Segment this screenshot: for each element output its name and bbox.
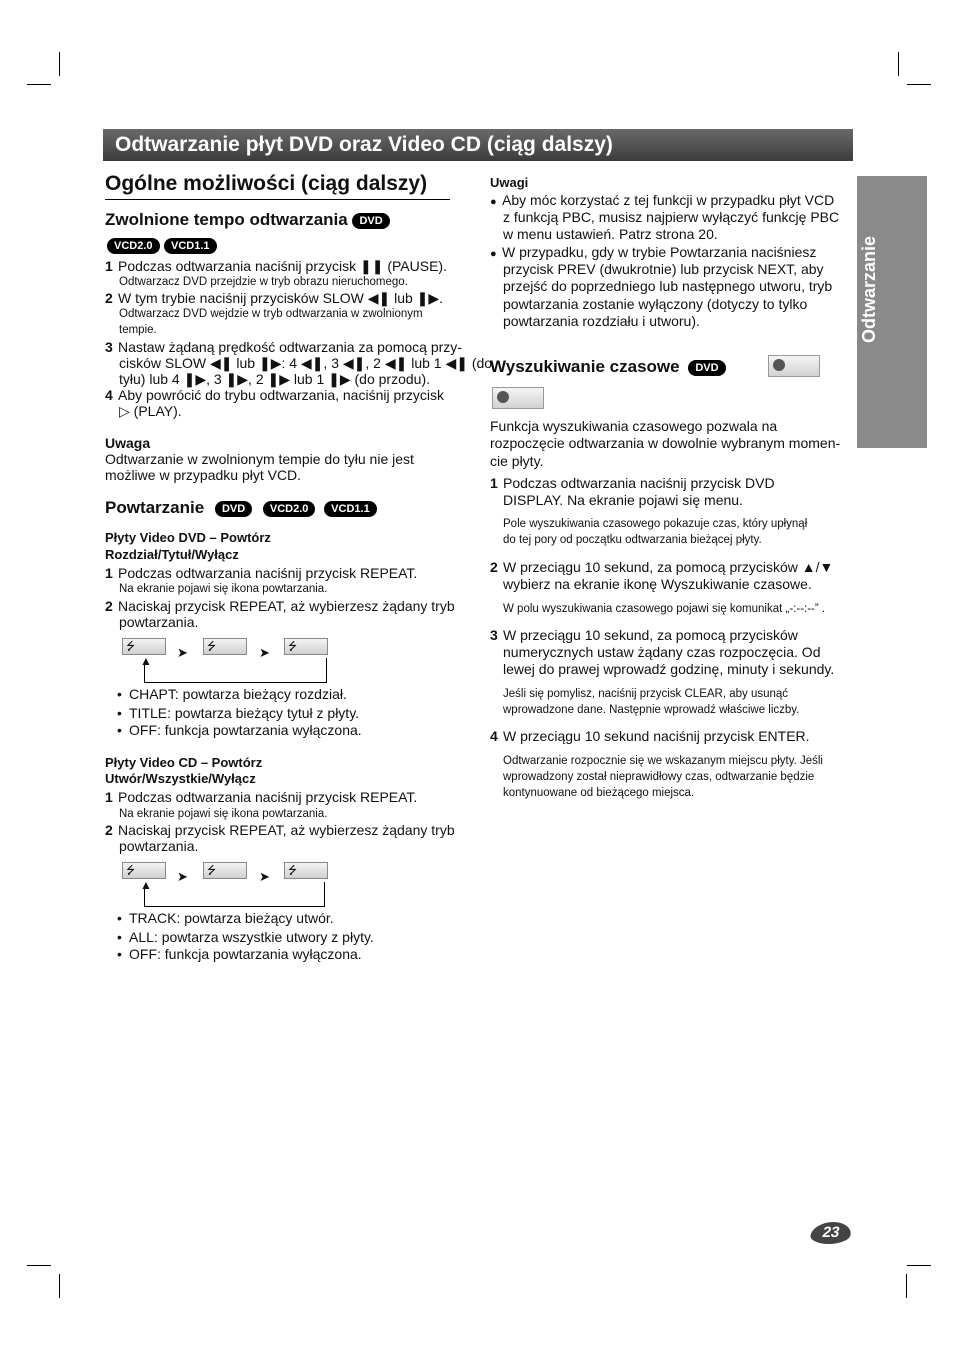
search-note-2: W polu wyszukiwania czasowego pojawi się komunikat „-:--:--” .	[503, 603, 826, 615]
step-text: Podczas odtwarzania naciśnij przycisk ❚❚ (PAUSE).	[118, 258, 447, 274]
search-intro-line: Funkcja wyszukiwania czasowego pozwala na	[490, 418, 778, 434]
repeat-chapter-icon: ⭍	[122, 638, 166, 655]
bullet-text: OFF: funkcja powtarzania wyłączona.	[129, 722, 362, 738]
time-search-icon	[768, 355, 820, 377]
note-line: przycisk PREV (dwukrotnie) lub przycisk NEXT, aby	[503, 261, 824, 277]
repeat-vcd-bullet	[117, 929, 374, 945]
crop-mark	[907, 1265, 931, 1266]
repeat-dvd-subheading-1: Płyty Video DVD – Powtórz	[105, 530, 271, 545]
search-note-4-line3: kontynuowane od bieżącego miejsca.	[503, 787, 695, 799]
search-note-3-line2: wprowadzone dane. Następnie wprowadź właściwe liczby.	[503, 704, 800, 716]
repeat-off-icon: ⭍	[284, 862, 328, 879]
repeat-dvd-bullet	[117, 705, 359, 721]
bullet-text: OFF: funkcja powtarzania wyłączona.	[129, 946, 362, 962]
slow-note-2a: Odtwarzacz DVD wejdzie w tryb odtwarzania w zwolnionym	[119, 308, 423, 320]
slow-note-1: Odtwarzacz DVD przejdzie w tryb obrazu nieruchomego.	[119, 276, 408, 288]
slow-step-4-line2: ▷ (PLAY).	[119, 403, 182, 419]
search-step-3-line3: lewej do prawej wprowadź godzinę, minuty i sekundy.	[503, 661, 835, 677]
bullet-icon: •	[117, 946, 122, 962]
step-text: Podczas odtwarzania naciśnij przycisk DVD	[503, 475, 775, 491]
repeat-dvd-bullet	[117, 686, 347, 702]
step-text: Podczas odtwarzania naciśnij przycisk REPEAT.	[118, 789, 418, 805]
repeat-all-icon: ⭍	[203, 862, 247, 879]
crop-mark	[898, 52, 899, 76]
repeat-dvd-step-2	[105, 598, 455, 614]
step-text: W przeciągu 10 sekund, za pomocą przycisków ▲/▼	[503, 559, 834, 575]
note-line: W przypadku, gdy w trybie Powtarzania naciśniesz	[502, 244, 817, 260]
step-number: 1	[105, 258, 113, 274]
step-number: 2	[490, 559, 498, 575]
arrow-right-icon: ➤	[177, 645, 188, 660]
repeat-dvd-step-2-line2: powtarzania.	[119, 614, 199, 630]
bullet-text: CHAPT: powtarza bieżący rozdział.	[129, 686, 347, 702]
bullet-text: TRACK: powtarza bieżący utwór.	[129, 910, 334, 926]
bullet-icon: •	[117, 722, 122, 738]
side-tab	[857, 176, 927, 448]
repeat-heading	[105, 498, 377, 518]
crop-mark	[27, 1265, 51, 1266]
repeat-dvd-step-1	[105, 565, 417, 581]
arrow-up-icon: ▲	[140, 878, 152, 892]
crop-mark	[906, 1274, 907, 1298]
repeat-vcd-subheading-1: Płyty Video CD – Powtórz	[105, 755, 263, 770]
repeat-vcd-step-2-line2: powtarzania.	[119, 838, 199, 854]
note-line: powtarzania rozdziału i utworu).	[503, 313, 700, 329]
bullet-text: TITLE: powtarza bieżący tytuł z płyty.	[129, 705, 360, 721]
badge-vcd20: VCD2.0	[107, 238, 160, 254]
notes-title: Uwagi	[490, 175, 529, 190]
note-line: Aby móc korzystać z tej funkcji w przypadku płyt VCD	[502, 192, 835, 208]
title-rule	[105, 199, 450, 200]
search-step-1-line2: DISPLAY. Na ekranie pojawi się menu.	[503, 492, 743, 508]
search-heading	[490, 357, 726, 377]
step-number: 4	[105, 387, 113, 403]
note-line: z funkcją PBC, musisz najpierw wyłączyć funkcję PBC	[503, 209, 840, 225]
search-intro-line: cie płyty.	[490, 453, 544, 469]
badge-dvd: DVD	[215, 501, 252, 517]
step-text: W przeciągu 10 sekund, za pomocą przycisków	[503, 627, 798, 643]
slow-heading	[105, 210, 390, 230]
search-step-3	[490, 627, 798, 643]
bullet-icon: •	[117, 705, 122, 721]
step-number: 1	[105, 789, 113, 805]
slow-heading-text: Zwolnione tempo odtwarzania	[105, 210, 348, 229]
slow-note-title: Uwaga	[105, 435, 151, 451]
loop-line	[144, 882, 325, 907]
search-step-2-line2: wybierz na ekranie ikonę Wyszukiwanie czasowe.	[503, 576, 812, 592]
repeat-heading-text: Powtarzanie	[105, 498, 205, 517]
step-text: Podczas odtwarzania naciśnij przycisk REPEAT.	[118, 565, 418, 581]
bullet-text: ALL: powtarza wszystkie utwory z płyty.	[129, 929, 374, 945]
bullet-icon: ●	[490, 196, 497, 208]
search-step-1	[490, 475, 775, 491]
slow-step-1	[105, 258, 447, 274]
note-line: przejść do poprzedniego lub następnego utworu, tryb	[503, 278, 833, 294]
badge-vcd11: VCD1.1	[324, 501, 377, 517]
step-number: 1	[105, 565, 113, 581]
badge-dvd: DVD	[688, 360, 725, 376]
note-line: powtarzania zostanie wyłączony (dotyczy to tylko	[503, 296, 808, 312]
arrow-right-icon: ➤	[259, 645, 270, 660]
slow-step-3-line3: tyłu) lub 4 ❚▶, 3 ❚▶, 2 ❚▶ lub 1 ❚▶ (do przodu).	[119, 371, 430, 387]
search-step-3-line2: numerycznych ustaw żądany czas rozpoczęcia. Od	[503, 644, 821, 660]
step-text: Aby powrócić do trybu odtwarzania, naciśnij przycisk	[118, 387, 445, 403]
search-step-2	[490, 559, 833, 575]
slow-step-3	[105, 339, 462, 355]
slow-note-text-2: możliwe w przypadku płyt VCD.	[105, 467, 302, 483]
bullet-icon: ●	[490, 248, 497, 260]
repeat-track-icon: ⭍	[122, 862, 166, 879]
note-item	[490, 244, 816, 262]
search-intro-line: rozpoczęcie odtwarzania w dowolnie wybranym momen-	[490, 435, 841, 451]
clock-icon	[773, 359, 785, 371]
side-tab-label: Odtwarzanie	[859, 236, 879, 344]
slow-note-2b: tempie.	[119, 324, 157, 336]
step-number: 3	[105, 339, 113, 355]
step-text: Naciskaj przycisk REPEAT, aż wybierzesz żądany tryb	[118, 822, 455, 838]
search-note-1: Pole wyszukiwania czasowego pokazuje czas, który upłynął	[503, 518, 808, 530]
badge-dvd: DVD	[352, 213, 389, 229]
repeat-vcd-step-1	[105, 789, 417, 805]
repeat-vcd-bullet	[117, 910, 334, 926]
step-text: W przeciągu 10 sekund naciśnij przycisk ENTER.	[503, 728, 810, 744]
banner-title: Odtwarzanie płyt DVD oraz Video CD (ciąg dalszy)	[115, 133, 613, 156]
loop-line	[144, 658, 327, 683]
step-number: 2	[105, 598, 113, 614]
crop-mark	[907, 84, 931, 85]
crop-mark	[27, 84, 51, 85]
search-note-4: Odtwarzanie rozpocznie się we wskazanym miejscu płyty. Jeśli	[503, 755, 823, 767]
search-note-1-line2: do tej pory od początku odtwarzania bieżącej płyty.	[503, 534, 762, 546]
arrow-right-icon: ➤	[259, 869, 270, 884]
repeat-off-icon: ⭍	[284, 638, 328, 655]
search-step-4	[490, 728, 810, 744]
clock-icon	[497, 391, 509, 403]
step-number: 2	[105, 290, 113, 306]
repeat-vcd-step-2	[105, 822, 455, 838]
section-banner	[103, 129, 853, 161]
time-search-icon	[492, 387, 544, 409]
slow-badges	[107, 237, 217, 255]
badge-vcd20: VCD2.0	[263, 501, 316, 517]
step-text: Nastaw żądaną prędkość odtwarzania za pomocą przy-	[118, 339, 462, 355]
step-text: Naciskaj przycisk REPEAT, aż wybierzesz żądany tryb	[118, 598, 455, 614]
search-note-3: Jeśli się pomylisz, naciśnij przycisk CLEAR, aby usunąć	[503, 688, 789, 700]
bullet-icon: •	[117, 910, 122, 926]
crop-mark	[59, 1274, 60, 1298]
repeat-vcd-note-1: Na ekranie pojawi się ikona powtarzania.	[119, 808, 328, 820]
crop-mark	[59, 52, 60, 76]
slow-step-3-line2: cisków SLOW ◀❚ lub ❚▶: 4 ◀❚, 3 ◀❚, 2 ◀❚ lub 1 ◀❚ (do	[119, 355, 493, 371]
badge-vcd11: VCD1.1	[164, 238, 217, 254]
step-number: 2	[105, 822, 113, 838]
bullet-icon: •	[117, 686, 122, 702]
repeat-dvd-subheading-2: Rozdział/Tytuł/Wyłącz	[105, 547, 239, 562]
search-heading-text: Wyszukiwanie czasowe	[490, 357, 680, 376]
arrow-up-icon: ▲	[140, 654, 152, 668]
slow-step-2	[105, 290, 443, 306]
step-number: 1	[490, 475, 498, 491]
repeat-title-icon: ⭍	[203, 638, 247, 655]
arrow-right-icon: ➤	[177, 869, 188, 884]
step-number: 3	[490, 627, 498, 643]
search-note-4-line2: wprowadzony został nieprawidłowy czas, odtwarzanie będzie	[503, 771, 815, 783]
page-title: Ogólne możliwości (ciąg dalszy)	[105, 172, 428, 195]
note-item	[490, 192, 834, 210]
repeat-dvd-bullet	[117, 722, 362, 738]
step-number: 4	[490, 728, 498, 744]
repeat-vcd-bullet	[117, 946, 362, 962]
repeat-vcd-subheading-2: Utwór/Wszystkie/Wyłącz	[105, 771, 256, 786]
step-text: W tym trybie naciśnij przycisków SLOW ◀❚ lub ❚▶.	[118, 290, 444, 306]
note-line: w menu ustawień. Patrz strona 20.	[503, 226, 718, 242]
page-number: 23	[809, 1222, 854, 1244]
slow-step-4	[105, 387, 444, 403]
repeat-dvd-note-1: Na ekranie pojawi się ikona powtarzania.	[119, 583, 328, 595]
bullet-icon: •	[117, 929, 122, 945]
slow-note-text-1: Odtwarzanie w zwolnionym tempie do tyłu nie jest	[105, 451, 414, 467]
